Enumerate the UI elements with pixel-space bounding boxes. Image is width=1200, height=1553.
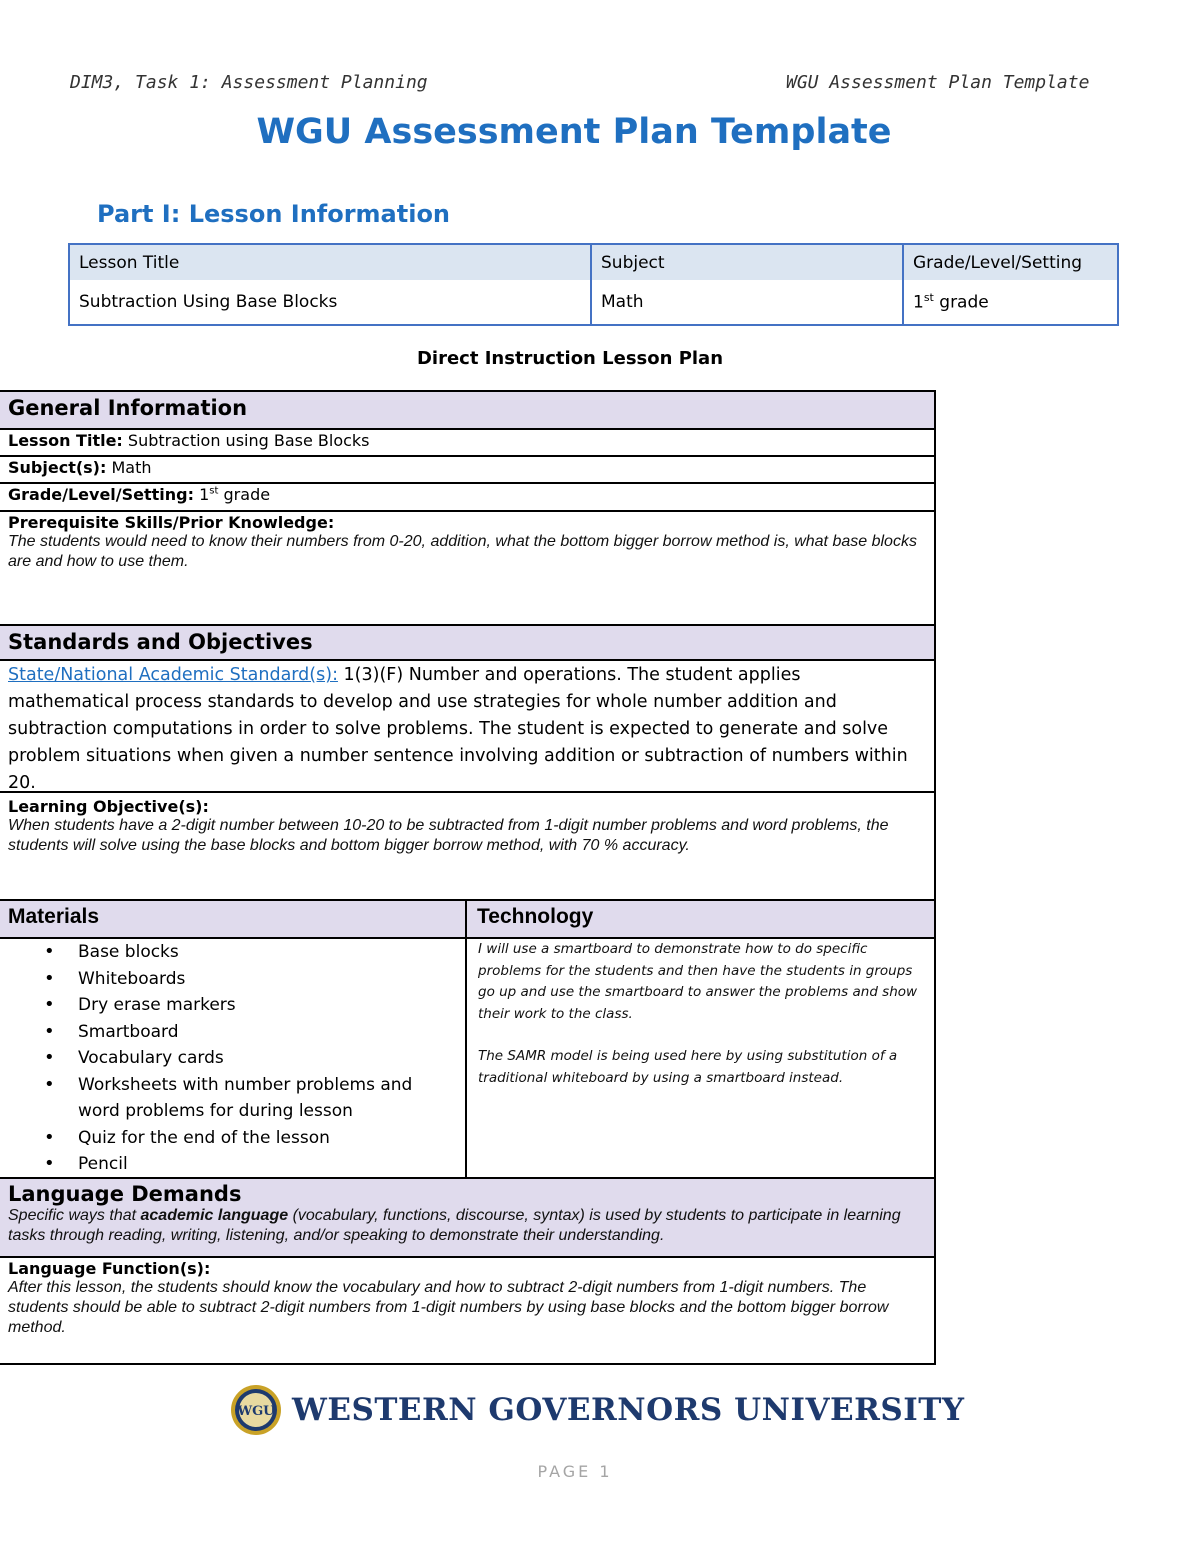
list-item: • Vocabulary cards [78, 1045, 465, 1072]
plan-title: Direct Instruction Lesson Plan [416, 348, 724, 369]
language-demands-row [0, 1177, 934, 1256]
technology-cell [467, 939, 934, 1177]
technology-para1: I will use a smartboard to demonstrate how to do specific problems for the students and then have the students in groups go up and use the smartboard to answer the problems and show their work to the class. [478, 941, 918, 1022]
objective-text: When students have a 2-digit number between 10-20 to be subtracted from 1-digit number problems and word problems, the students will solve using the base blocks and bottom bigger borrow method, with 70 % accuracy. [8, 817, 889, 854]
standard-text: 1(3)(F) Number and operations. The student applies mathematical process standards to develop and use strategies for whole number addition and subtraction computations in order to solve problems. The student is expected to generate and solve problem situations when given a number sentence involving addition or subtraction of numbers within 20. [8, 665, 908, 793]
list-item: • Quiz for the end of the lesson [78, 1125, 465, 1152]
section-general-heading: General Information [0, 392, 934, 428]
general-lesson-title [0, 428, 934, 455]
grade-label: Grade/Level/Setting: [8, 485, 195, 504]
wgu-logo [230, 1384, 964, 1436]
list-item: • Pencil [78, 1151, 465, 1178]
grade-sup: st [923, 291, 934, 305]
lesson-plan-table [0, 390, 936, 1365]
language-desc-post: (vocabulary, functions, discourse, syntax) is used by students to participate in learning tasks through reading, writing, listening, and/or speaking to demonstrate their understanding. [8, 1207, 901, 1244]
page-number: PAGE 1 [537, 1462, 613, 1481]
page-title: WGU Assessment Plan Template [256, 112, 892, 152]
language-desc-pre: Specific ways that [8, 1207, 141, 1224]
materials-list-cell [0, 939, 467, 1177]
language-function-text: After this lesson, the students should know the vocabulary and how to subtract 2-digit numbers from 1-digit numbers. The students should be able to subtract 2-digit numbers from 1-digit numbers by using base blocks and the bottom bigger borrow method. [8, 1279, 889, 1336]
materials-heading: Materials [0, 901, 467, 937]
header-left: DIM3, Task 1: Assessment Planning [70, 72, 428, 93]
grade-text: grade [933, 292, 989, 313]
header-cell-lesson-title: Lesson Title [69, 244, 591, 280]
subjects-label: Subject(s): [8, 458, 107, 477]
standard-link[interactable]: State/National Academic Standard(s): [8, 665, 338, 685]
wgu-wordmark: WESTERN GOVERNORS UNIVERSITY [292, 1392, 965, 1428]
general-grade [0, 482, 934, 510]
cell-subject: Math [591, 280, 903, 325]
objective-label: Learning Objective(s): [8, 797, 209, 816]
language-desc-bold: academic language [140, 1207, 289, 1224]
subjects-value: Math [106, 458, 152, 477]
grade-num: 1 [913, 292, 924, 313]
part1-heading: Part I: Lesson Information [97, 200, 451, 228]
wgu-seal-icon [230, 1384, 282, 1436]
list-item: • Whiteboards [78, 966, 465, 993]
prereq-label: Prerequisite Skills/Prior Knowledge: [8, 513, 335, 532]
lesson-title-value: Subtraction using Base Blocks [122, 431, 370, 450]
materials-technology-body-row [0, 937, 934, 1177]
list-item: • Dry erase markers [78, 992, 465, 1019]
prereq-text: The students would need to know their numbers from 0-20, addition, what the bottom bigger borrow method is, what base blocks are and how to use them. [8, 533, 917, 570]
header-cell-subject: Subject [591, 244, 903, 280]
general-subjects [0, 455, 934, 482]
language-desc [8, 1206, 926, 1246]
lesson-title-label: Lesson Title: [8, 431, 123, 450]
header-cell-grade: Grade/Level/Setting [903, 244, 1118, 280]
technology-heading: Technology [467, 901, 934, 937]
lesson-info-table [68, 243, 1119, 326]
standards-row [0, 659, 934, 791]
grade-value-sup: st [209, 485, 219, 497]
grade-value-num: 1 [194, 485, 210, 504]
list-item: • Worksheets with number problems and word problems for during lesson [78, 1072, 465, 1125]
grade-value-text: grade [218, 485, 271, 504]
materials-list [0, 939, 465, 1178]
materials-technology-heading-row [0, 899, 934, 937]
table-row [69, 280, 1118, 325]
cell-grade [903, 280, 1118, 325]
language-function-label: Language Function(s): [8, 1259, 211, 1278]
section-standards-heading: Standards and Objectives [0, 624, 934, 659]
technology-para2: The SAMR model is being used here by using substitution of a traditional whiteboard by using a smartboard instead. [478, 1048, 898, 1086]
seal-text: WGU [237, 1404, 275, 1419]
objective-row [0, 791, 934, 899]
list-item: • Base blocks [78, 939, 465, 966]
list-item: • Smartboard [78, 1019, 465, 1046]
cell-lesson-title: Subtraction Using Base Blocks [69, 280, 591, 325]
general-prereq [0, 510, 934, 624]
language-heading: Language Demands [8, 1182, 242, 1206]
language-function-row [0, 1256, 934, 1363]
table-header-row [69, 244, 1118, 280]
header-right: WGU Assessment Plan Template [786, 72, 1090, 93]
